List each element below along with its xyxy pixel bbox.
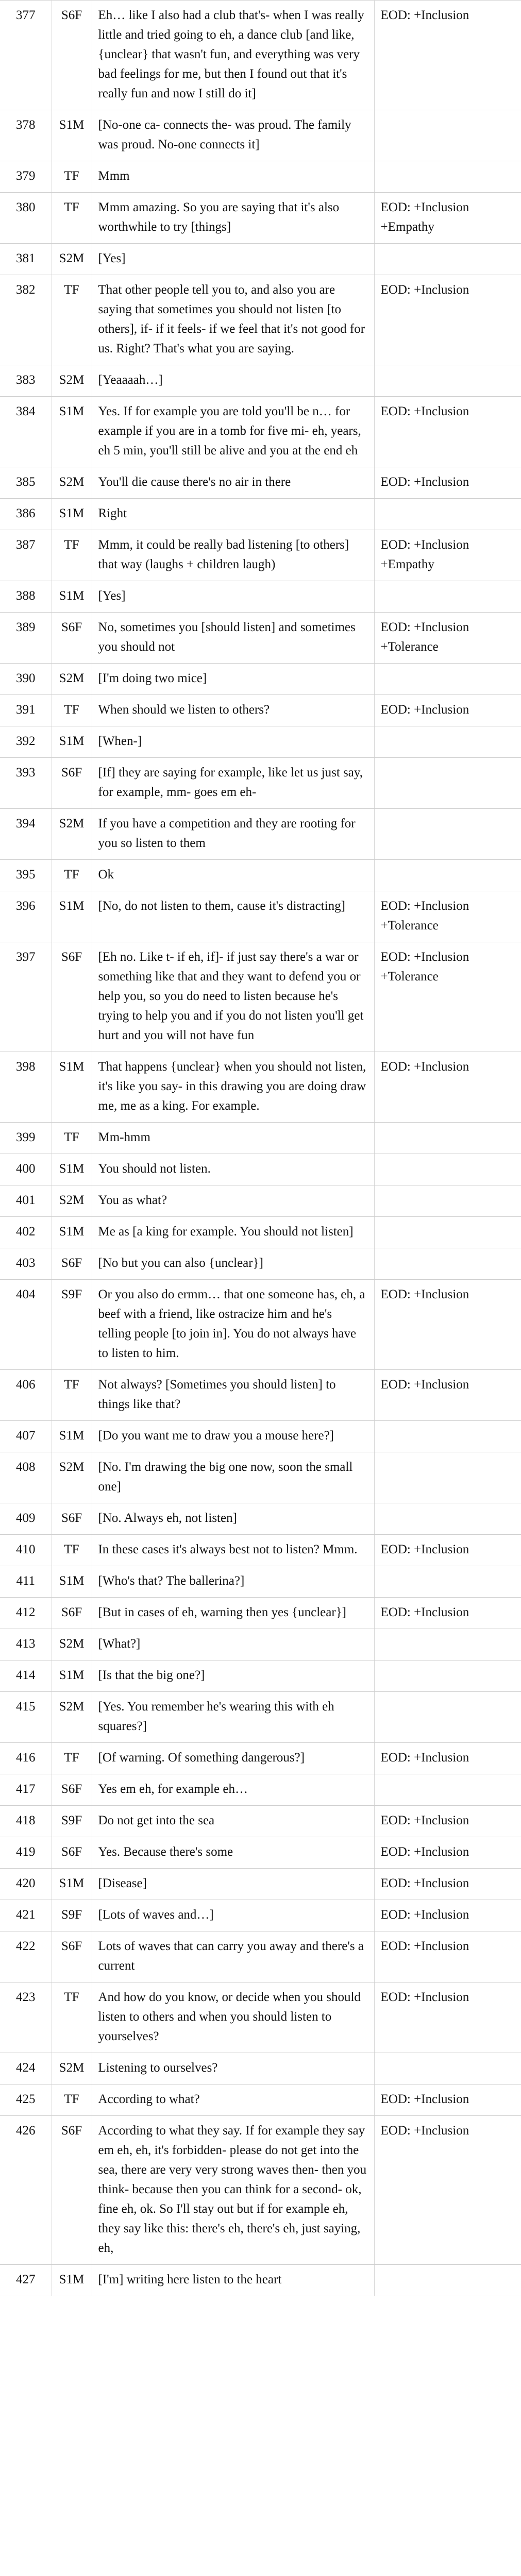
eod-code <box>374 758 521 809</box>
eod-code: EOD: +Inclusion <box>374 1900 521 1931</box>
utterance-text: [Who's that? The ballerina?] <box>92 1566 374 1598</box>
utterance-text: [If] they are saying for example, like let us just say, for example, mm- goes em eh- <box>92 758 374 809</box>
utterance-text: If you have a competition and they are rooting for you so listen to them <box>92 809 374 860</box>
speaker-code: S9F <box>52 1900 92 1931</box>
eod-code <box>374 499 521 530</box>
eod-code: EOD: +Inclusion +Tolerance <box>374 891 521 942</box>
eod-code <box>374 809 521 860</box>
eod-code: EOD: +Inclusion <box>374 1280 521 1370</box>
eod-code: EOD: +Inclusion <box>374 1982 521 2053</box>
speaker-code: TF <box>52 860 92 891</box>
utterance-text: Yes. Because there's some <box>92 1837 374 1869</box>
line-number: 423 <box>0 1982 52 2053</box>
line-number: 380 <box>0 193 52 244</box>
line-number: 383 <box>0 365 52 397</box>
transcript-row <box>0 942 521 1052</box>
eod-code <box>374 581 521 613</box>
eod-code <box>374 2053 521 2084</box>
transcript-row <box>0 2053 521 2084</box>
eod-code: EOD: +Inclusion +Tolerance <box>374 613 521 664</box>
line-number: 408 <box>0 1452 52 1503</box>
transcript-row <box>0 1598 521 1629</box>
transcript-row <box>0 1452 521 1503</box>
eod-code <box>374 860 521 891</box>
speaker-code: S9F <box>52 1806 92 1837</box>
speaker-code: S1M <box>52 1052 92 1123</box>
line-number: 420 <box>0 1869 52 1900</box>
speaker-code: S6F <box>52 1774 92 1806</box>
eod-code: EOD: +Inclusion <box>374 275 521 365</box>
line-number: 382 <box>0 275 52 365</box>
utterance-text: [Yes] <box>92 244 374 275</box>
transcript-row <box>0 1869 521 1900</box>
utterance-text: [Disease] <box>92 1869 374 1900</box>
transcript-row <box>0 809 521 860</box>
speaker-code: TF <box>52 275 92 365</box>
utterance-text: Do not get into the sea <box>92 1806 374 1837</box>
line-number: 406 <box>0 1370 52 1421</box>
speaker-code: S6F <box>52 613 92 664</box>
transcript-row <box>0 1629 521 1660</box>
utterance-text: You'll die cause there's no air in there <box>92 467 374 499</box>
eod-code: EOD: +Inclusion +Empathy <box>374 530 521 581</box>
speaker-code: S1M <box>52 2265 92 2296</box>
speaker-code: S1M <box>52 891 92 942</box>
speaker-code: S6F <box>52 1503 92 1535</box>
line-number: 389 <box>0 613 52 664</box>
utterance-text: Not always? [Sometimes you should listen] to things like that? <box>92 1370 374 1421</box>
utterance-text: According to what? <box>92 2084 374 2116</box>
speaker-code: S1M <box>52 499 92 530</box>
speaker-code: S1M <box>52 1421 92 1452</box>
transcript-row <box>0 397 521 467</box>
speaker-code: S2M <box>52 1629 92 1660</box>
line-number: 416 <box>0 1743 52 1774</box>
line-number: 414 <box>0 1660 52 1692</box>
speaker-code: S1M <box>52 1217 92 1248</box>
utterance-text: Listening to ourselves? <box>92 2053 374 2084</box>
eod-code <box>374 161 521 193</box>
eod-code <box>374 110 521 161</box>
transcript-row <box>0 244 521 275</box>
transcript-row <box>0 1185 521 1217</box>
transcript-row <box>0 1900 521 1931</box>
utterance-text: That other people tell you to, and also you are saying that sometimes you should not listen [to others], if- if it feels- if we feel that it's not good for us. Right? That's what you are saying. <box>92 275 374 365</box>
transcript-row <box>0 1217 521 1248</box>
line-number: 377 <box>0 1 52 110</box>
transcript-row <box>0 1566 521 1598</box>
utterance-text: [I'm] writing here listen to the heart <box>92 2265 374 2296</box>
line-number: 403 <box>0 1248 52 1280</box>
transcript-row <box>0 467 521 499</box>
line-number: 412 <box>0 1598 52 1629</box>
utterance-text: [No but you can also {unclear}] <box>92 1248 374 1280</box>
transcript-row <box>0 1535 521 1566</box>
utterance-text: [Yeaaaah…] <box>92 365 374 397</box>
eod-code: EOD: +Inclusion <box>374 1535 521 1566</box>
transcript-row <box>0 2116 521 2265</box>
utterance-text: [What?] <box>92 1629 374 1660</box>
transcript-row <box>0 1123 521 1154</box>
line-number: 409 <box>0 1503 52 1535</box>
utterance-text: Mm-hmm <box>92 1123 374 1154</box>
eod-code: EOD: +Inclusion <box>374 1869 521 1900</box>
transcript-row <box>0 1774 521 1806</box>
transcript-row <box>0 860 521 891</box>
utterance-text: Or you also do ermm… that one someone has, eh, a beef with a friend, like ostracize him and he's telling people [to join in]. You do not always have to listen to him. <box>92 1280 374 1370</box>
utterance-text: [Of warning. Of something dangerous?] <box>92 1743 374 1774</box>
utterance-text: [I'm doing two mice] <box>92 664 374 695</box>
utterance-text: You as what? <box>92 1185 374 1217</box>
eod-code <box>374 1660 521 1692</box>
utterance-text: No, sometimes you [should listen] and sometimes you should not <box>92 613 374 664</box>
eod-code: EOD: +Inclusion <box>374 1743 521 1774</box>
transcript-row <box>0 2265 521 2296</box>
speaker-code: TF <box>52 1123 92 1154</box>
eod-code <box>374 1154 521 1185</box>
line-number: 425 <box>0 2084 52 2116</box>
eod-code <box>374 1123 521 1154</box>
line-number: 419 <box>0 1837 52 1869</box>
eod-code: EOD: +Inclusion <box>374 1 521 110</box>
transcript-row <box>0 1743 521 1774</box>
line-number: 410 <box>0 1535 52 1566</box>
utterance-text: You should not listen. <box>92 1154 374 1185</box>
line-number: 398 <box>0 1052 52 1123</box>
line-number: 378 <box>0 110 52 161</box>
utterance-text: [Is that the big one?] <box>92 1660 374 1692</box>
eod-code: EOD: +Inclusion <box>374 2084 521 2116</box>
transcript-row <box>0 1503 521 1535</box>
line-number: 393 <box>0 758 52 809</box>
speaker-code: S1M <box>52 581 92 613</box>
line-number: 381 <box>0 244 52 275</box>
utterance-text: Right <box>92 499 374 530</box>
speaker-code: S6F <box>52 758 92 809</box>
utterance-text: And how do you know, or decide when you should listen to others and when you should listen to yourselves? <box>92 1982 374 2053</box>
eod-code <box>374 1774 521 1806</box>
transcript-row <box>0 695 521 726</box>
eod-code <box>374 1217 521 1248</box>
utterance-text: [When-] <box>92 726 374 758</box>
speaker-code: TF <box>52 1535 92 1566</box>
transcript-row <box>0 1248 521 1280</box>
speaker-code: TF <box>52 695 92 726</box>
speaker-code: S6F <box>52 1837 92 1869</box>
speaker-code: S2M <box>52 1185 92 1217</box>
utterance-text: Mmm <box>92 161 374 193</box>
eod-code <box>374 1421 521 1452</box>
eod-code: EOD: +Inclusion <box>374 397 521 467</box>
transcript-row <box>0 664 521 695</box>
speaker-code: TF <box>52 1743 92 1774</box>
transcript-row <box>0 1931 521 1982</box>
utterance-text: When should we listen to others? <box>92 695 374 726</box>
transcript-row <box>0 581 521 613</box>
speaker-code: S6F <box>52 1598 92 1629</box>
transcript-row <box>0 1154 521 1185</box>
line-number: 421 <box>0 1900 52 1931</box>
speaker-code: S9F <box>52 1280 92 1370</box>
speaker-code: S2M <box>52 2053 92 2084</box>
line-number: 394 <box>0 809 52 860</box>
speaker-code: S6F <box>52 942 92 1052</box>
transcript-row <box>0 530 521 581</box>
transcript-row <box>0 1837 521 1869</box>
transcript-row <box>0 2084 521 2116</box>
line-number: 404 <box>0 1280 52 1370</box>
utterance-text: Yes em eh, for example eh… <box>92 1774 374 1806</box>
transcript-row <box>0 275 521 365</box>
eod-code <box>374 1503 521 1535</box>
line-number: 392 <box>0 726 52 758</box>
line-number: 385 <box>0 467 52 499</box>
transcript-row <box>0 758 521 809</box>
utterance-text: That happens {unclear} when you should not listen, it's like you say- in this drawing you are doing draw me, me as a king. For example. <box>92 1052 374 1123</box>
eod-code <box>374 244 521 275</box>
utterance-text: [Do you want me to draw you a mouse here?] <box>92 1421 374 1452</box>
utterance-text: Eh… like I also had a club that's- when I was really little and tried going to eh, a dance club [and like, {unclear} that wasn't fun, and everything was very bad feelings for me, but then I found out that it's really fun and now I still do it] <box>92 1 374 110</box>
utterance-text: [Yes] <box>92 581 374 613</box>
transcript-row <box>0 499 521 530</box>
speaker-code: S1M <box>52 1154 92 1185</box>
line-number: 407 <box>0 1421 52 1452</box>
eod-code <box>374 1692 521 1743</box>
utterance-text: Mmm, it could be really bad listening [to others] that way (laughs + children laugh) <box>92 530 374 581</box>
transcript-row <box>0 1370 521 1421</box>
eod-code <box>374 726 521 758</box>
eod-code: EOD: +Inclusion <box>374 1837 521 1869</box>
eod-code <box>374 1248 521 1280</box>
transcript-row <box>0 110 521 161</box>
line-number: 388 <box>0 581 52 613</box>
line-number: 415 <box>0 1692 52 1743</box>
transcript-row <box>0 726 521 758</box>
speaker-code: TF <box>52 161 92 193</box>
utterance-text: In these cases it's always best not to listen? Mmm. <box>92 1535 374 1566</box>
line-number: 417 <box>0 1774 52 1806</box>
line-number: 395 <box>0 860 52 891</box>
transcript-row <box>0 1806 521 1837</box>
transcript-row <box>0 1660 521 1692</box>
eod-code: EOD: +Inclusion <box>374 1370 521 1421</box>
speaker-code: S2M <box>52 244 92 275</box>
eod-code: EOD: +Inclusion <box>374 1806 521 1837</box>
utterance-text: Ok <box>92 860 374 891</box>
eod-code <box>374 1629 521 1660</box>
eod-code <box>374 2265 521 2296</box>
line-number: 386 <box>0 499 52 530</box>
eod-code <box>374 1185 521 1217</box>
transcript-row <box>0 193 521 244</box>
transcript-row <box>0 1421 521 1452</box>
line-number: 396 <box>0 891 52 942</box>
speaker-code: S2M <box>52 809 92 860</box>
transcript-row <box>0 365 521 397</box>
utterance-text: Lots of waves that can carry you away and there's a current <box>92 1931 374 1982</box>
line-number: 391 <box>0 695 52 726</box>
eod-code: EOD: +Inclusion <box>374 467 521 499</box>
speaker-code: S6F <box>52 2116 92 2265</box>
speaker-code: S1M <box>52 397 92 467</box>
eod-code: EOD: +Inclusion <box>374 1052 521 1123</box>
eod-code: EOD: +Inclusion +Empathy <box>374 193 521 244</box>
line-number: 387 <box>0 530 52 581</box>
utterance-text: Me as [a king for example. You should not listen] <box>92 1217 374 1248</box>
utterance-text: Mmm amazing. So you are saying that it's also worthwhile to try [things] <box>92 193 374 244</box>
line-number: 397 <box>0 942 52 1052</box>
line-number: 401 <box>0 1185 52 1217</box>
speaker-code: TF <box>52 530 92 581</box>
eod-code <box>374 1452 521 1503</box>
transcript-row <box>0 1982 521 2053</box>
speaker-code: S2M <box>52 467 92 499</box>
speaker-code: S6F <box>52 1 92 110</box>
eod-code: EOD: +Inclusion +Tolerance <box>374 942 521 1052</box>
speaker-code: TF <box>52 193 92 244</box>
speaker-code: TF <box>52 1982 92 2053</box>
speaker-code: S1M <box>52 1566 92 1598</box>
line-number: 400 <box>0 1154 52 1185</box>
utterance-text: Yes. If for example you are told you'll be n… for example if you are in a tomb for five mi- eh, years, eh 5 min, you'll still be alive and you at the end eh <box>92 397 374 467</box>
transcript-row <box>0 1 521 110</box>
utterance-text: [No. I'm drawing the big one now, soon the small one] <box>92 1452 374 1503</box>
line-number: 399 <box>0 1123 52 1154</box>
speaker-code: S1M <box>52 1660 92 1692</box>
transcript-row <box>0 1280 521 1370</box>
speaker-code: S1M <box>52 726 92 758</box>
line-number: 390 <box>0 664 52 695</box>
line-number: 402 <box>0 1217 52 1248</box>
line-number: 426 <box>0 2116 52 2265</box>
utterance-text: [But in cases of eh, warning then yes {unclear}] <box>92 1598 374 1629</box>
speaker-code: S1M <box>52 1869 92 1900</box>
speaker-code: S2M <box>52 664 92 695</box>
line-number: 411 <box>0 1566 52 1598</box>
utterance-text: [No. Always eh, not listen] <box>92 1503 374 1535</box>
utterance-text: [Lots of waves and…] <box>92 1900 374 1931</box>
transcript-rows <box>0 1 521 2296</box>
utterance-text: [Yes. You remember he's wearing this with eh squares?] <box>92 1692 374 1743</box>
transcript-row <box>0 161 521 193</box>
line-number: 424 <box>0 2053 52 2084</box>
speaker-code: S2M <box>52 365 92 397</box>
line-number: 422 <box>0 1931 52 1982</box>
speaker-code: TF <box>52 1370 92 1421</box>
line-number: 418 <box>0 1806 52 1837</box>
line-number: 413 <box>0 1629 52 1660</box>
eod-code <box>374 1566 521 1598</box>
line-number: 427 <box>0 2265 52 2296</box>
eod-code <box>374 365 521 397</box>
transcript-row <box>0 891 521 942</box>
speaker-code: S1M <box>52 110 92 161</box>
eod-code: EOD: +Inclusion <box>374 1598 521 1629</box>
speaker-code: S6F <box>52 1248 92 1280</box>
speaker-code: TF <box>52 2084 92 2116</box>
transcript-row <box>0 1692 521 1743</box>
utterance-text: [Eh no. Like t- if eh, if]- if just say there's a war or something like that and they want to defend you or help you, so you do need to listen because he's trying to help you and if you do not listen you'll get hurt and you will not have fun <box>92 942 374 1052</box>
eod-code: EOD: +Inclusion <box>374 2116 521 2265</box>
utterance-text: [No-one ca- connects the- was proud. The family was proud. No-one connects it] <box>92 110 374 161</box>
speaker-code: S2M <box>52 1692 92 1743</box>
speaker-code: S6F <box>52 1931 92 1982</box>
line-number: 379 <box>0 161 52 193</box>
utterance-text: According to what they say. If for example they say em eh, eh, it's forbidden- please do not get into the sea, there are very very strong waves then- then you think- because then you can think for a second- ok, fine eh, ok. So I'll stay out but if for example eh, they say like this: there's eh, there's eh, just saying, eh, <box>92 2116 374 2265</box>
eod-code: EOD: +Inclusion <box>374 1931 521 1982</box>
speaker-code: S2M <box>52 1452 92 1503</box>
utterance-text: [No, do not listen to them, cause it's distracting] <box>92 891 374 942</box>
transcript-row <box>0 613 521 664</box>
eod-code: EOD: +Inclusion <box>374 695 521 726</box>
line-number: 384 <box>0 397 52 467</box>
eod-code <box>374 664 521 695</box>
transcript-row <box>0 1052 521 1123</box>
